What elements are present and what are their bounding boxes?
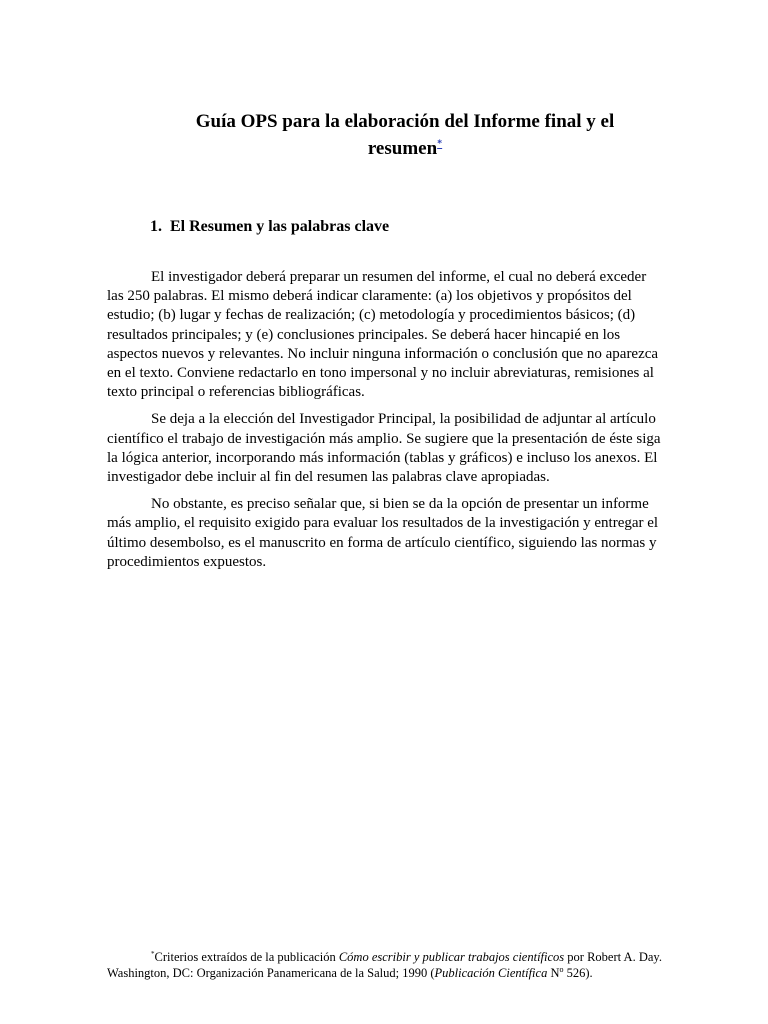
title-line-2-text: resumen [367,138,438,159]
footnote-series: Publicación Científica [434,966,548,980]
body-text [107,268,662,580]
footnote-text-after: por Robert A. Day. Washington, DC: Organización Panamericana de la Salud; 1990 ( [107,950,662,980]
page-title [100,108,710,162]
paragraph-1: El investigador deberá preparar un resumen del informe, el cual no deberá exceder las 250 palabras. El mismo deberá indicar claramente: (a) los objetivos y propósitos del estudio; (b) lugar y fechas de realización; (c) metodología y procedimientos básicos; (d) resultados principales; y (e) conclusiones principales. Se deberá hacer hincapié en los aspectos nuevos y relevantes. No incluir ninguna información o conclusión que no aparezca en el texto. Conviene redactarlo en tono impersonal y no incluir abreviaturas, remisiones al texto principal o referencias bibliográficas. [107,269,659,401]
section-heading [150,217,389,237]
footnote-mark: * [151,949,155,958]
footnote-text-before: Criterios extraídos de la publicación [154,950,339,964]
paragraph-3: No obstante, es preciso señalar que, si bien se da la opción de presentar un informe más amplio, el requisito exigido para evaluar los resultados de la investigación y entregar el último desembolso, es el manuscrito en forma de artículo científico, siguiendo las normas y procedimientos expuestos. [107,496,659,570]
footnote-book-title: Cómo escribir y publicar trabajos científicos [338,950,565,964]
title-line-2 [100,135,710,162]
footnote-series-value: 526). [563,966,593,980]
paragraph-2: Se deja a la elección del Investigador Principal, la posibilidad de adjuntar al artículo científico el trabajo de investigación más amplio. Se sugiere que la presentación de éste siga la lógica anterior, incorporando más información (tablas y gráficos) e incluso los anexos. El investigador debe incluir al fin del resumen las palabras clave apropiadas. [107,411,661,486]
footnote-series-sup: o [559,964,564,974]
footnote-series-prefix: N [547,966,560,980]
footnote-text [107,949,667,981]
title-line-1: Guía OPS para la elaboración del Informe final y el [195,111,615,132]
footnote-link[interactable]: * [437,138,443,150]
footnote [107,949,667,981]
section-number: 1. [150,218,162,235]
section-title: El Resumen y las palabras clave [170,218,390,235]
